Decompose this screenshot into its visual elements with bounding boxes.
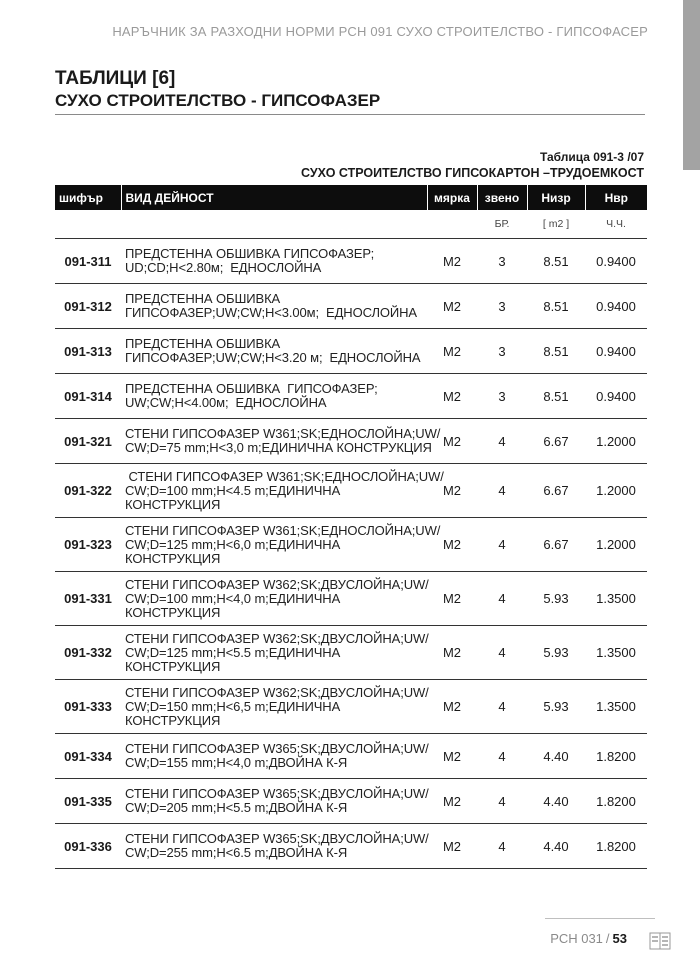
footer-divider xyxy=(545,918,655,919)
row-nvr: 1.8200 xyxy=(585,824,647,869)
table-caption xyxy=(301,149,644,182)
table-row xyxy=(55,518,647,572)
page-footer xyxy=(550,931,627,946)
row-activity xyxy=(121,518,441,572)
row-nizr: 6.67 xyxy=(527,518,585,572)
row-nvr: 1.8200 xyxy=(585,734,647,779)
activity-line: КОНСТРУКЦИЯ xyxy=(125,658,221,674)
table-number: Таблица 091-3 /07 xyxy=(539,150,644,164)
table-row xyxy=(55,572,647,626)
row-nizr: 4.40 xyxy=(527,734,585,779)
table-header-row xyxy=(55,185,647,210)
table-row xyxy=(55,824,647,869)
activity-line: CW;D=100 mm;H<4,0 m;ЕДИНИЧНА xyxy=(125,590,341,606)
row-nvr: 0.9400 xyxy=(585,329,647,374)
row-nizr: 5.93 xyxy=(527,680,585,734)
row-unit: M2 xyxy=(427,329,477,374)
row-nvr: 1.2000 xyxy=(585,518,647,572)
activity-line: CW;D=150 mm;H<6,5 m;ЕДИНИЧНА xyxy=(125,698,341,714)
row-code: 091-312 xyxy=(55,284,121,329)
row-activity xyxy=(121,572,427,626)
row-code: 091-335 xyxy=(55,779,121,824)
activity-line: СТЕНИ ГИПСОФАЗЕР W361;SK;ЕДНОСЛОЙНА;UW/ xyxy=(125,522,441,538)
row-unit: M2 xyxy=(427,572,477,626)
row-nizr: 5.93 xyxy=(527,572,585,626)
activity-line: CW;D=125 mm;H<5.5 m;ЕДИНИЧНА xyxy=(125,644,341,660)
column-header-unit: мярка xyxy=(427,185,477,210)
activity-line: ГИПСОФАЗЕР;UW;CW;H<3.20 м; ЕДНОСЛОЙНА xyxy=(125,350,421,365)
row-unit: M2 xyxy=(427,284,477,329)
units-row xyxy=(55,210,647,239)
row-code: 091-331 xyxy=(55,572,121,626)
units-nvr: Ч.Ч. xyxy=(585,210,647,239)
row-nvr: 1.8200 xyxy=(585,779,647,824)
row-code: 091-332 xyxy=(55,626,121,680)
activity-line: КОНСТРУКЦИЯ xyxy=(125,550,221,566)
row-unit: M2 xyxy=(427,680,477,734)
column-header-crew: звено xyxy=(477,185,527,210)
page-number: 53 xyxy=(612,931,627,946)
row-unit: M2 xyxy=(427,239,477,284)
row-nizr: 8.51 xyxy=(527,239,585,284)
row-nizr: 4.40 xyxy=(527,779,585,824)
row-nvr: 1.2000 xyxy=(585,419,647,464)
activity-line: CW;D=205 mm;H<5.5 m;ДВОЙНА К-Я xyxy=(125,800,348,815)
activity-line: СТЕНИ ГИПСОФАЗЕР W365;SK;ДВУСЛОЙНА;UW/ xyxy=(125,786,429,801)
activity-line: ГИПСОФАЗЕР;UW;CW;H<3.00м; ЕДНОСЛОЙНА xyxy=(125,305,417,320)
activity-line: ПРЕДСТЕННА ОБШИВКА ГИПСОФАЗЕР; xyxy=(125,381,378,396)
side-tab xyxy=(683,0,700,170)
table-title: СУХО СТРОИТЕЛСТВО ГИПСОКАРТОН –ТРУДОЕМКОСТ xyxy=(301,166,644,180)
row-code: 091-311 xyxy=(55,239,121,284)
row-unit: M2 xyxy=(427,518,477,572)
row-unit: M2 xyxy=(427,734,477,779)
row-nizr: 8.51 xyxy=(527,284,585,329)
row-activity xyxy=(121,626,427,680)
norms-table xyxy=(55,185,647,869)
column-header-nvr: Нвр xyxy=(585,185,647,210)
activity-line: UD;CD;H<2.80м; ЕДНОСЛОЙНА xyxy=(125,260,322,275)
row-nizr: 6.67 xyxy=(527,464,585,518)
row-activity xyxy=(121,779,427,824)
activity-line: CW;D=100 mm;H<4.5 m;ЕДИНИЧНА xyxy=(125,482,341,498)
row-activity xyxy=(121,734,427,779)
row-code: 091-334 xyxy=(55,734,121,779)
units-nizr: [ m2 ] xyxy=(527,210,585,239)
row-crew: 3 xyxy=(477,329,527,374)
activity-line: СТЕНИ ГИПСОФАЗЕР W362;SK;ДВУСЛОЙНА;UW/ xyxy=(125,576,429,592)
book-icon xyxy=(649,931,671,951)
row-crew: 4 xyxy=(477,779,527,824)
activity-line: CW;D=155 mm;H<4,0 m;ДВОЙНА К-Я xyxy=(125,755,348,770)
row-nizr: 8.51 xyxy=(527,374,585,419)
activity-line: СТЕНИ ГИПСОФАЗЕР W365;SK;ДВУСЛОЙНА;UW/ xyxy=(125,741,429,756)
column-header-nizr: Низр xyxy=(527,185,585,210)
activity-line: CW;D=75 mm;H<3,0 m;ЕДИНИЧНА КОНСТРУКЦИЯ xyxy=(125,440,432,455)
table-row xyxy=(55,680,647,734)
row-crew: 4 xyxy=(477,626,527,680)
activity-line: СТЕНИ ГИПСОФАЗЕР W362;SK;ДВУСЛОЙНА;UW/ xyxy=(125,630,429,646)
table-row xyxy=(55,284,647,329)
running-header: НАРЪЧНИК ЗА РАЗХОДНИ НОРМИ РСН 091 СУХО СТРОИТЕЛСТВО - ГИПСОФАСЕР xyxy=(112,24,648,39)
table-row xyxy=(55,419,647,464)
table-row xyxy=(55,329,647,374)
table-row xyxy=(55,626,647,680)
footer-separator: / xyxy=(605,931,610,946)
row-nvr: 0.9400 xyxy=(585,284,647,329)
row-unit: M2 xyxy=(427,374,477,419)
section-title: ТАБЛИЦИ [6] xyxy=(55,68,176,89)
row-unit: M2 xyxy=(427,824,477,869)
row-nvr: 1.3500 xyxy=(585,572,647,626)
row-activity xyxy=(121,284,427,329)
row-activity xyxy=(121,680,427,734)
footer-doc: РСН 031 xyxy=(550,931,603,946)
row-code: 091-322 xyxy=(55,464,121,518)
title-divider xyxy=(55,114,645,115)
row-crew: 4 xyxy=(477,680,527,734)
row-crew: 3 xyxy=(477,284,527,329)
row-unit: M2 xyxy=(427,419,477,464)
column-header-code: шифър xyxy=(55,185,121,210)
row-nvr: 0.9400 xyxy=(585,239,647,284)
row-activity xyxy=(121,464,444,518)
row-crew: 3 xyxy=(477,239,527,284)
row-nvr: 1.2000 xyxy=(585,464,647,518)
row-code: 091-323 xyxy=(55,518,121,572)
row-activity xyxy=(121,419,441,464)
row-nizr: 4.40 xyxy=(527,824,585,869)
row-crew: 4 xyxy=(477,419,527,464)
row-nizr: 5.93 xyxy=(527,626,585,680)
units-crew: БР. xyxy=(477,210,527,239)
row-code: 091-333 xyxy=(55,680,121,734)
activity-line: КОНСТРУКЦИЯ xyxy=(125,496,221,512)
row-crew: 3 xyxy=(477,374,527,419)
title-block xyxy=(55,68,645,112)
activity-line: СТЕНИ ГИПСОФАЗЕР W362;SK;ДВУСЛОЙНА;UW/ xyxy=(125,684,429,700)
row-code: 091-314 xyxy=(55,374,121,419)
row-nvr: 1.3500 xyxy=(585,626,647,680)
activity-line: ПРЕДСТЕННА ОБШИВКА xyxy=(125,291,281,306)
row-crew: 4 xyxy=(477,518,527,572)
row-crew: 4 xyxy=(477,464,527,518)
activity-line: СТЕНИ ГИПСОФАЗЕР W361;SK;ЕДНОСЛОЙНА;UW/ xyxy=(125,468,444,484)
row-crew: 4 xyxy=(477,734,527,779)
row-nvr: 0.9400 xyxy=(585,374,647,419)
activity-line: CW;D=255 mm;H<6.5 m;ДВОЙНА К-Я xyxy=(125,845,348,860)
column-header-activity: ВИД ДЕЙНОСТ xyxy=(121,185,427,210)
activity-line: КОНСТРУКЦИЯ xyxy=(125,604,221,620)
row-activity xyxy=(121,824,427,869)
row-activity xyxy=(121,239,427,284)
activity-line: ПРЕДСТЕННА ОБШИВКА ГИПСОФАЗЕР; xyxy=(125,246,375,261)
row-nizr: 6.67 xyxy=(527,419,585,464)
table-row xyxy=(55,734,647,779)
table-row xyxy=(55,239,647,284)
row-crew: 4 xyxy=(477,824,527,869)
row-nizr: 8.51 xyxy=(527,329,585,374)
row-code: 091-321 xyxy=(55,419,121,464)
row-code: 091-313 xyxy=(55,329,121,374)
row-nvr: 1.3500 xyxy=(585,680,647,734)
table-row xyxy=(55,374,647,419)
row-unit: M2 xyxy=(427,779,477,824)
row-unit: M2 xyxy=(427,626,477,680)
row-crew: 4 xyxy=(477,572,527,626)
table-row xyxy=(55,779,647,824)
table-row xyxy=(55,464,647,518)
row-unit: M2 xyxy=(427,464,477,518)
activity-line: СТЕНИ ГИПСОФАЗЕР W361;SK;ЕДНОСЛОЙНА;UW/ xyxy=(125,426,441,441)
activity-line: ПРЕДСТЕННА ОБШИВКА xyxy=(125,336,281,351)
row-activity xyxy=(121,329,427,374)
section-subtitle: СУХО СТРОИТЕЛСТВО - ГИПСОФАЗЕР xyxy=(55,91,381,110)
row-activity xyxy=(121,374,427,419)
activity-line: КОНСТРУКЦИЯ xyxy=(125,712,221,728)
activity-line: CW;D=125 mm;H<6,0 m;ЕДИНИЧНА xyxy=(125,536,341,552)
row-code: 091-336 xyxy=(55,824,121,869)
activity-line: UW;CW;H<4.00м; ЕДНОСЛОЙНА xyxy=(125,395,327,410)
activity-line: СТЕНИ ГИПСОФАЗЕР W365;SK;ДВУСЛОЙНА;UW/ xyxy=(125,831,429,846)
